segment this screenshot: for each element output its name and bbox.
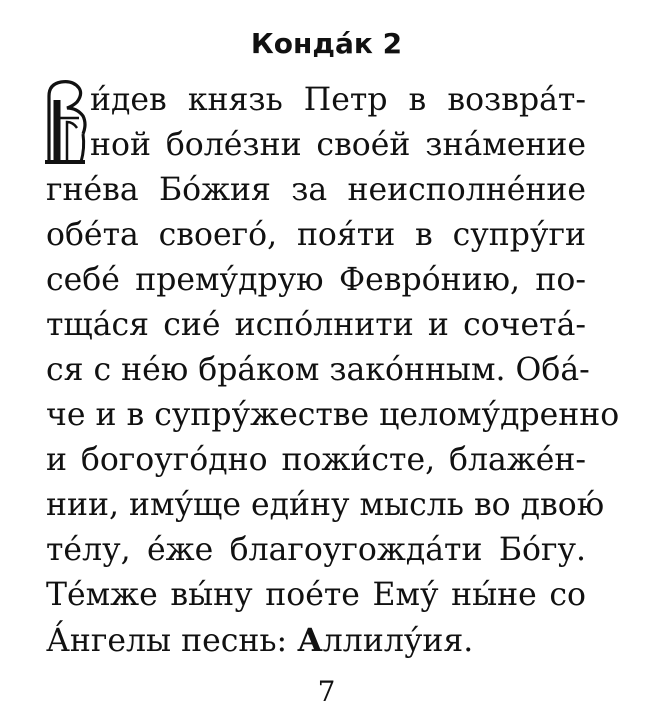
text-line: себе́ прему́друю Февро́нию, по-: [46, 262, 586, 298]
drop-cap-letter-icon: [43, 78, 87, 164]
text-line: нии, иму́ще еди́ну мысль во двою́: [46, 487, 605, 523]
kontakion-text: [46, 78, 620, 663]
alleluia-rest: ллилу́ия.: [322, 623, 474, 659]
text-line: Те́мже вы́ну пое́те Ему́ ны́не со: [46, 577, 586, 613]
drop-cap-initial: [43, 78, 87, 164]
text-line: и́дев князь Петр в возвра́т-: [90, 82, 586, 118]
text-line: те́лу, е́же благоугожда́ти Бо́гу.: [46, 532, 586, 568]
text-line: ной боле́зни свое́й зна́мение: [90, 127, 586, 163]
alleluia-bold-initial: А: [297, 622, 323, 659]
text-line: че и в супру́жестве целому́дренно: [46, 397, 620, 433]
page-number: 7: [317, 675, 336, 708]
text-line-final: [46, 618, 586, 663]
text-line: обе́та своего́, поя́ти в супру́ги: [46, 217, 586, 253]
text-line: и богоуго́дно пожи́сте, блаже́н-: [46, 442, 586, 478]
text-line: ся с не́ю бра́ком зако́нным. Оба́-: [46, 352, 590, 388]
text-line: тща́ся сие́ испо́лнити и сочета́-: [46, 307, 586, 343]
final-line-plain: А́нгелы песнь:: [46, 623, 298, 659]
text-line: гне́ва Бо́жия за неисполне́ние: [46, 172, 586, 208]
kontakion-heading: Конда́к 2: [250, 27, 403, 60]
